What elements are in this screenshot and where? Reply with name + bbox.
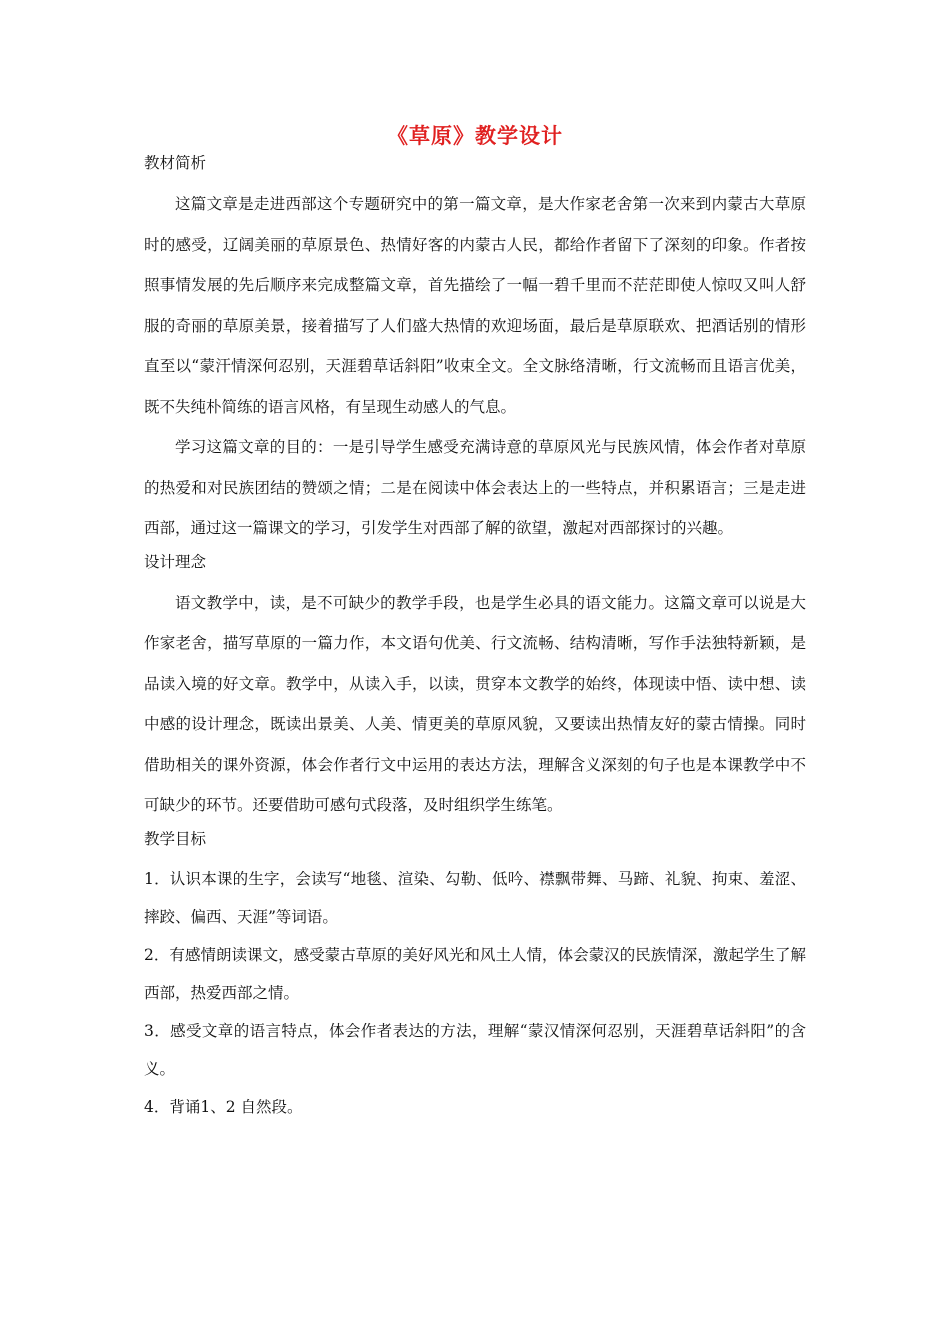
document-body [144, 150, 806, 1126]
goal-item: 4．背诵1、2 自然段。 [144, 1097, 303, 1116]
paragraph: 这篇文章是走进西部这个专题研究中的第一篇文章，是大作家老舍第一次来到内蒙古大草原时的感受，辽阔美丽的草原景色、热情好客的内蒙古人民，都给作者留下了深刻的印象。作者按照事情发展的先后顺序来完成整篇文章，首先描绘了一幅一碧千里而不茫茫即使人惊叹又叫人舒服的奇丽的草原美景，接着描写了人们盛大热情的欢迎场面，最后是草原联欢、把酒话别的情形直至以“蒙汗情深何忍别，天涯碧草话斜阳”收束全文。全文脉络清晰，行文流畅而且语言优美，既不失纯朴简练的语言风格，有呈现生动感人的气息。 [144, 195, 806, 416]
section-heading-goals: 教学目标 [144, 829, 207, 848]
goal-item: 2．有感情朗读课文，感受蒙古草原的美好风光和风土人情，体会蒙汉的民族情深，激起学生了解西部，热爱西部之情。 [144, 945, 806, 1002]
goal-item: 1．认识本课的生字，会读写“地毯、渲染、勾勒、低吟、襟飘带舞、马蹄、礼貌、拘束、羞涩、摔跤、偏西、天涯”等词语。 [144, 869, 806, 926]
document-title: 《草原》教学设计 [387, 123, 563, 148]
paragraph: 学习这篇文章的目的：一是引导学生感受充满诗意的草原风光与民族风情，体会作者对草原的热爱和对民族团结的赞颂之情；二是在阅读中体会表达上的一些特点，并积累语言；三是走进西部，通过这一篇课文的学习，引发学生对西部了解的欲望，激起对西部探讨的兴趣。 [144, 438, 806, 537]
section-heading-concept: 设计理念 [144, 552, 207, 571]
paragraph: 语文教学中，读，是不可缺少的教学手段，也是学生必具的语文能力。这篇文章可以说是大作家老舍，描写草原的一篇力作，本文语句优美、行文流畅、结构清晰，写作手法独特新颖，是品读入境的好文章。教学中，从读入手，以读，贯穿本文教学的始终，体现读中悟、读中想、读中感的设计理念，既读出景美、人美、情更美的草原风貌，又要读出热情友好的蒙古情操。同时借助相关的课外资源，体会作者行文中运用的表达方法，理解含义深刻的句子也是本课教学中不可缺少的环节。还要借助可感句式段落，及时组织学生练笔。 [144, 593, 806, 814]
goal-item: 3．感受文章的语言特点，体会作者表达的方法，理解“蒙汉情深何忍别，天涯碧草话斜阳”的含义。 [144, 1021, 806, 1078]
section-heading-analysis: 教材简析 [144, 154, 207, 172]
